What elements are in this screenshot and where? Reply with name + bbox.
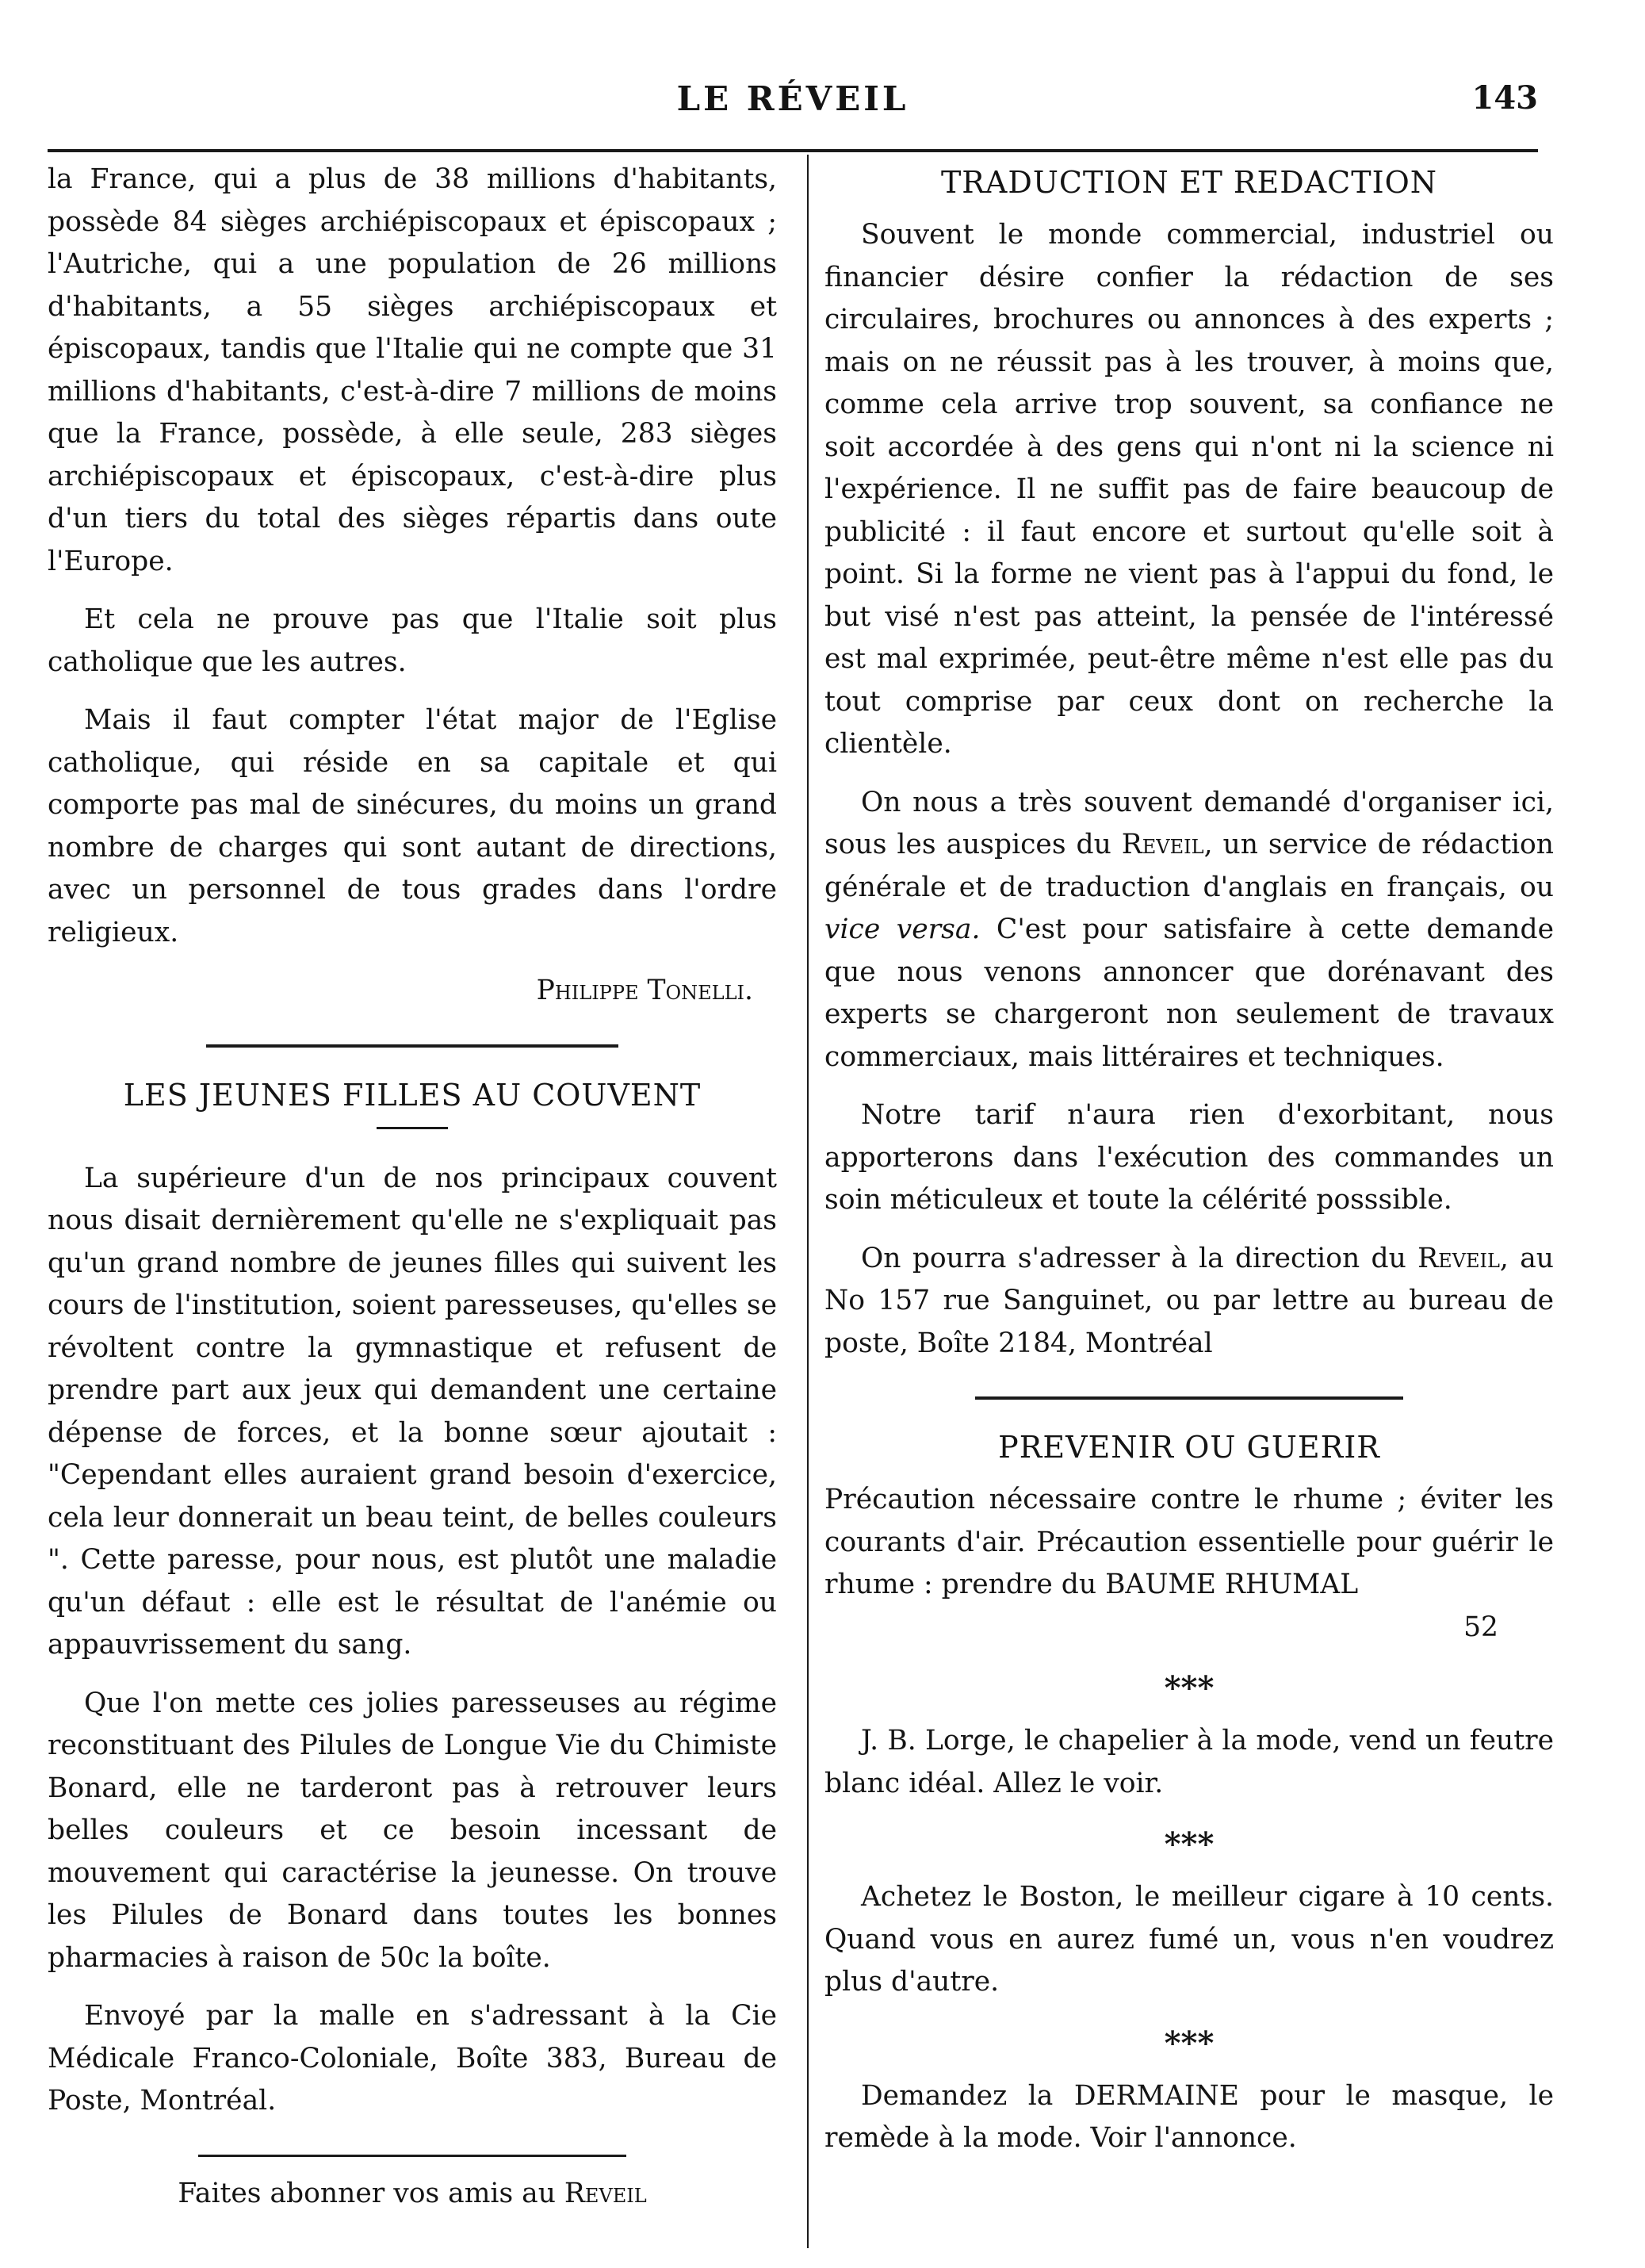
ad-boston: Achetez le Boston, le meilleur cigare à 10 cents. Quand vous en aurez fumé un, vous n'en voudrez plus d'autre. xyxy=(824,1881,1554,1998)
right-paragraph-3: Notre tarif n'aura rien d'exorbitant, nous apporterons dans l'exécution des commandes un soin méticuleux et toute la célérité posssible. xyxy=(824,1099,1554,1216)
column-divider xyxy=(807,155,809,2248)
ad-lorge: J. B. Lorge, le chapelier à la mode, vend un feutre blanc idéal. Allez le voir. xyxy=(824,1725,1554,1799)
left-column xyxy=(48,159,777,2231)
footer-rule xyxy=(198,2155,626,2157)
ad-number: 52 xyxy=(1463,1611,1498,1643)
article-heading-jeunes-filles: LES JEUNES FILLES AU COUVENT xyxy=(123,1077,702,1113)
right-paragraph-4-b: , au No 157 rue Sanguinet, ou par lettre au bureau de poste, Boîte 2184, Montréal xyxy=(824,1242,1554,1359)
section-rule-2 xyxy=(975,1396,1403,1400)
right-paragraph-2-a: On nous a très souvent demandé d'organiser ici, sous les auspices du xyxy=(824,786,1554,860)
right-paragraph-4-a: On pourra s'adresser à la direction du xyxy=(861,1242,1418,1274)
asterism-3: *** xyxy=(1164,2024,1215,2062)
right-paragraph-2-c: C'est pour satisfaire à cette demande que nous venons annoncer que dorénavant des experts se chargeront non seulement de travaux commerciaux, mais littéraires et techniques. xyxy=(824,914,1554,1073)
right-paragraph-2 xyxy=(824,782,1554,1079)
subscription-note-name: Reveil xyxy=(564,2177,647,2209)
left-paragraph-5: Que l'on mette ces jolies paresseuses au régime reconstituant des Pilules de Longue Vie du Chimiste Bonard, elle ne tarderont pas à retrouver leurs belles couleurs et ce besoin incessant de mouvement qui caractérise la jeunesse. On trouve les Pilules de Bonard dans toutes les bonnes pharmacies à raison de 50c la boîte. xyxy=(48,1687,777,1974)
right-paragraph-5: Précaution nécessaire contre le rhume ; éviter les courants d'air. Précaution essentielle pour guérir le rhume : prendre du BAUME RHUMAL xyxy=(824,1484,1554,1600)
subscription-note xyxy=(48,2173,777,2216)
section-rule xyxy=(206,1044,618,1048)
right-paragraph-1: Souvent le monde commercial, industriel ou financier désire confier la rédaction de ses circulaires, brochures ou annonces à des experts ; mais on ne réussit pas à les trouver, à moins que, comme cela arrive trop souvent, sa confiance ne soit accordée à des gens qui n'ont ni la science ni l'expérience. Il ne suffit pas de faire beaucoup de publicité : il faut encore et surtout qu'elle soit à point. Si la forme ne vient pas à l'appui du fond, le but visé n'est pas atteint, la pensée de l'intéressé est mal exprimée, peut-être même n'est elle pas du tout comprise par ceux dont on recherche la clientèle. xyxy=(824,219,1554,760)
heading-dash xyxy=(377,1127,448,1129)
ad-dermaine: Demandez la DERMAINE pour le masque, le remède à la mode. Voir l'annonce. xyxy=(824,2079,1554,2154)
left-paragraph-6: Envoyé par la malle en s'adressant à la Cie Médicale Franco-Coloniale, Boîte 383, Bureau de Poste, Montréal. xyxy=(48,2000,777,2117)
left-paragraph-2: Et cela ne prouve pas que l'Italie soit plus catholique que les autres. xyxy=(48,603,777,678)
left-paragraph-4: La supérieure d'un de nos principaux couvent nous disait dernièrement qu'elle ne s'expliquait pas qu'un grand nombre de jeunes filles qui suivent les cours de l'institution, soient paresseuses, qu'elles se révoltent contre la gymnastique et refusent de prendre part aux jeux qui demandent une certaine dépense de forces, et la bonne sœur ajoutait : "Cependant elles auraient grand besoin d'exercice, cela leur donnerait un beau teint, de belles couleurs ". Cette paresse, pour nous, est plutôt une maladie qu'un défaut : elle est le résultat de l'anémie ou appauvrissement du sang. xyxy=(48,1162,777,1661)
article-heading-traduction: TRADUCTION ET REDACTION xyxy=(940,165,1438,200)
header-rule xyxy=(48,149,1538,152)
reveil-name: Reveil xyxy=(1121,829,1204,860)
asterism-2: *** xyxy=(1164,1826,1215,1863)
left-paragraph-1: la France, qui a plus de 38 millions d'habitants, possède 84 sièges archiépiscopaux et épiscopaux ; l'Autriche, qui a une population de 26 millions d'habitants, a 55 sièges archiépiscopaux et épiscopaux, tandis que l'Italie qui ne compte que 31 millions d'habitants, c'est-à-dire 7 millions de moins que la France, possède, à elle seule, 283 sièges archiépiscopaux et épiscopaux, c'est-à-dire plus d'un tiers du total des sièges répartis dans oute l'Europe. xyxy=(48,163,777,577)
right-paragraph-2-b: , un service de rédaction générale et de traduction d'anglais en français, ou xyxy=(824,829,1554,903)
right-paragraph-4 xyxy=(824,1238,1554,1366)
left-paragraph-3: Mais il faut compter l'état major de l'Eglise catholique, qui réside en sa capitale et qui comporte pas mal de sinécures, du moins un grand nombre de charges qui sont autant de directions, avec un personnel de tous grades dans l'ordre religieux. xyxy=(48,704,777,948)
page-header xyxy=(48,79,1538,127)
right-column xyxy=(824,159,1554,2176)
asterism-1: *** xyxy=(1164,1669,1215,1707)
article-signature: Philippe Tonelli. xyxy=(536,975,753,1006)
vice-versa: vice versa. xyxy=(824,914,981,945)
reveil-name-2: Reveil xyxy=(1417,1242,1500,1274)
running-title: LE RÉVEIL xyxy=(676,79,909,118)
page-number: 143 xyxy=(1471,79,1538,117)
article-heading-prevenir: PREVENIR OU GUERIR xyxy=(998,1430,1380,1465)
subscription-note-text: Faites abonner vos amis au xyxy=(178,2177,564,2209)
